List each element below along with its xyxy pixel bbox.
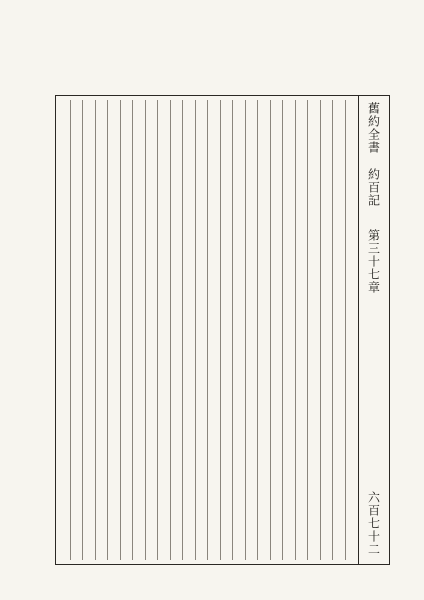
text-column (107, 100, 120, 560)
text-column (295, 100, 308, 560)
margin-note-line (108, 30, 118, 92)
text-column (195, 100, 208, 560)
text-column (132, 100, 145, 560)
text-column (145, 100, 158, 560)
body-text (56, 96, 359, 564)
text-column (207, 100, 220, 560)
text-frame (55, 95, 390, 565)
margin-note-line (120, 30, 130, 92)
text-column (182, 100, 195, 560)
book-title: 舊約全書 (366, 102, 381, 154)
margin-note-line (160, 30, 170, 92)
margin-note-line (188, 30, 198, 92)
running-header (358, 96, 389, 564)
text-column (95, 100, 108, 560)
margin-note-line (176, 30, 186, 92)
margin-note-line (200, 30, 210, 92)
text-column (320, 100, 333, 560)
margin-note-line (96, 30, 106, 92)
margin-note-block (176, 30, 210, 92)
text-column (220, 100, 233, 560)
text-column (307, 100, 320, 560)
text-column (70, 100, 83, 560)
margin-note-line (56, 30, 66, 92)
text-column (332, 100, 345, 560)
text-column (170, 100, 183, 560)
text-column (232, 100, 245, 560)
margin-note-line (80, 30, 90, 92)
text-column (245, 100, 258, 560)
text-column (257, 100, 270, 560)
margin-note-block (56, 30, 90, 92)
text-column (345, 100, 358, 560)
margin-note-line (148, 30, 158, 92)
chapter-heading: 第三十七章 (366, 229, 381, 294)
page-number: 六百七十二 (366, 491, 381, 556)
margin-note-line (136, 30, 146, 92)
margin-note-block (96, 30, 130, 92)
margin-note-block (136, 30, 170, 92)
text-column (270, 100, 283, 560)
margin-notes (60, 30, 210, 92)
margin-note-line (68, 30, 78, 92)
text-column (282, 100, 295, 560)
text-column (82, 100, 95, 560)
book-section: 約百記 (366, 168, 381, 207)
text-column (58, 100, 70, 560)
text-column (157, 100, 170, 560)
text-column (120, 100, 133, 560)
